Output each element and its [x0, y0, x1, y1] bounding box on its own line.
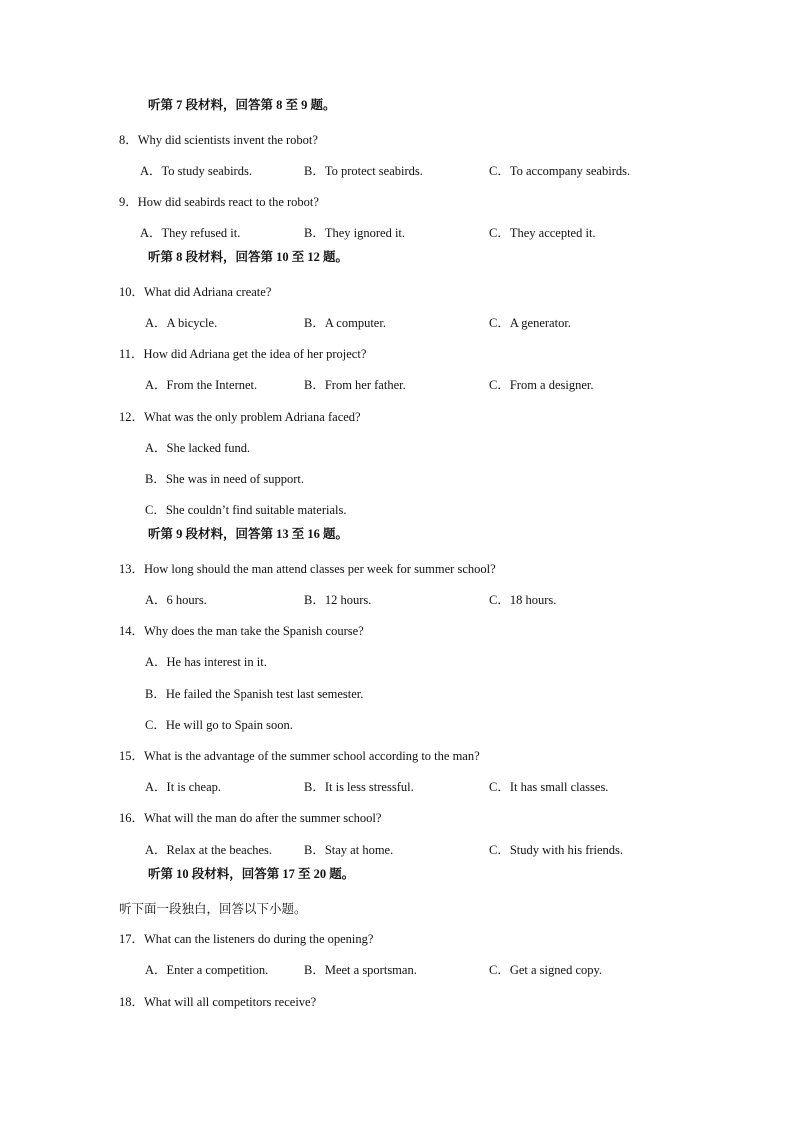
question-stem: 17．What can the listeners do during the opening?: [119, 932, 374, 946]
question-stem: 11．How did Adriana get the idea of her project?: [119, 347, 367, 361]
option-a: A．They refused it.: [140, 226, 241, 240]
option-c: C．18 hours.: [489, 593, 557, 607]
section-heading: 听第 10 段材料，回答第 17 至 20 题。: [148, 867, 355, 881]
option-c: C．Study with his friends.: [489, 843, 624, 857]
question-stem: 16．What will the man do after the summer school?: [119, 811, 382, 825]
option-a: A．A bicycle.: [145, 316, 218, 330]
question-stem: 10．What did Adriana create?: [119, 285, 272, 299]
option-b: B．Meet a sportsman.: [304, 963, 417, 977]
option-a: A．She lacked fund.: [145, 441, 251, 455]
option-b: B．From her father.: [304, 378, 406, 392]
option-c: C．They accepted it.: [489, 226, 596, 240]
option-b: B．He failed the Spanish test last semester.: [145, 687, 364, 701]
section-heading: 听第 8 段材料，回答第 10 至 12 题。: [148, 250, 349, 264]
option-b: B．She was in need of support.: [145, 472, 305, 486]
section-heading: 听第 9 段材料，回答第 13 至 16 题。: [148, 527, 349, 541]
question-stem: 18．What will all competitors receive?: [119, 995, 317, 1009]
option-c: C．Get a signed copy.: [489, 963, 603, 977]
question-stem: 8．Why did scientists invent the robot?: [119, 133, 318, 147]
option-c: C．It has small classes.: [489, 780, 609, 794]
question-stem: 13．How long should the man attend classes per week for summer school?: [119, 562, 496, 576]
option-b: B．They ignored it.: [304, 226, 406, 240]
option-b: B．A computer.: [304, 316, 386, 330]
question-stem: 15．What is the advantage of the summer school according to the man?: [119, 749, 480, 763]
option-c: C．She couldn’t find suitable materials.: [145, 503, 347, 517]
option-a: A．Enter a competition.: [145, 963, 269, 977]
option-c: C．To accompany seabirds.: [489, 164, 631, 178]
option-a: A．He has interest in it.: [145, 655, 267, 669]
option-c: C．From a designer.: [489, 378, 594, 392]
question-stem: 12．What was the only problem Adriana faced?: [119, 410, 361, 424]
option-a: A．6 hours.: [145, 593, 207, 607]
option-b: B．Stay at home.: [304, 843, 394, 857]
option-c: C．A generator.: [489, 316, 571, 330]
option-c: C．He will go to Spain soon.: [145, 718, 293, 732]
section-intro: 听下面一段独白，回答以下小题。: [119, 902, 307, 916]
question-stem: 14．Why does the man take the Spanish course?: [119, 624, 364, 638]
option-b: B．It is less stressful.: [304, 780, 414, 794]
option-b: B．To protect seabirds.: [304, 164, 423, 178]
section-heading: 听第 7 段材料，回答第 8 至 9 题。: [148, 98, 336, 112]
option-b: B．12 hours.: [304, 593, 372, 607]
option-a: A．From the Internet.: [145, 378, 258, 392]
option-a: A．Relax at the beaches.: [145, 843, 273, 857]
option-a: A．It is cheap.: [145, 780, 222, 794]
question-stem: 9．How did seabirds react to the robot?: [119, 195, 319, 209]
option-a: A．To study seabirds.: [140, 164, 252, 178]
